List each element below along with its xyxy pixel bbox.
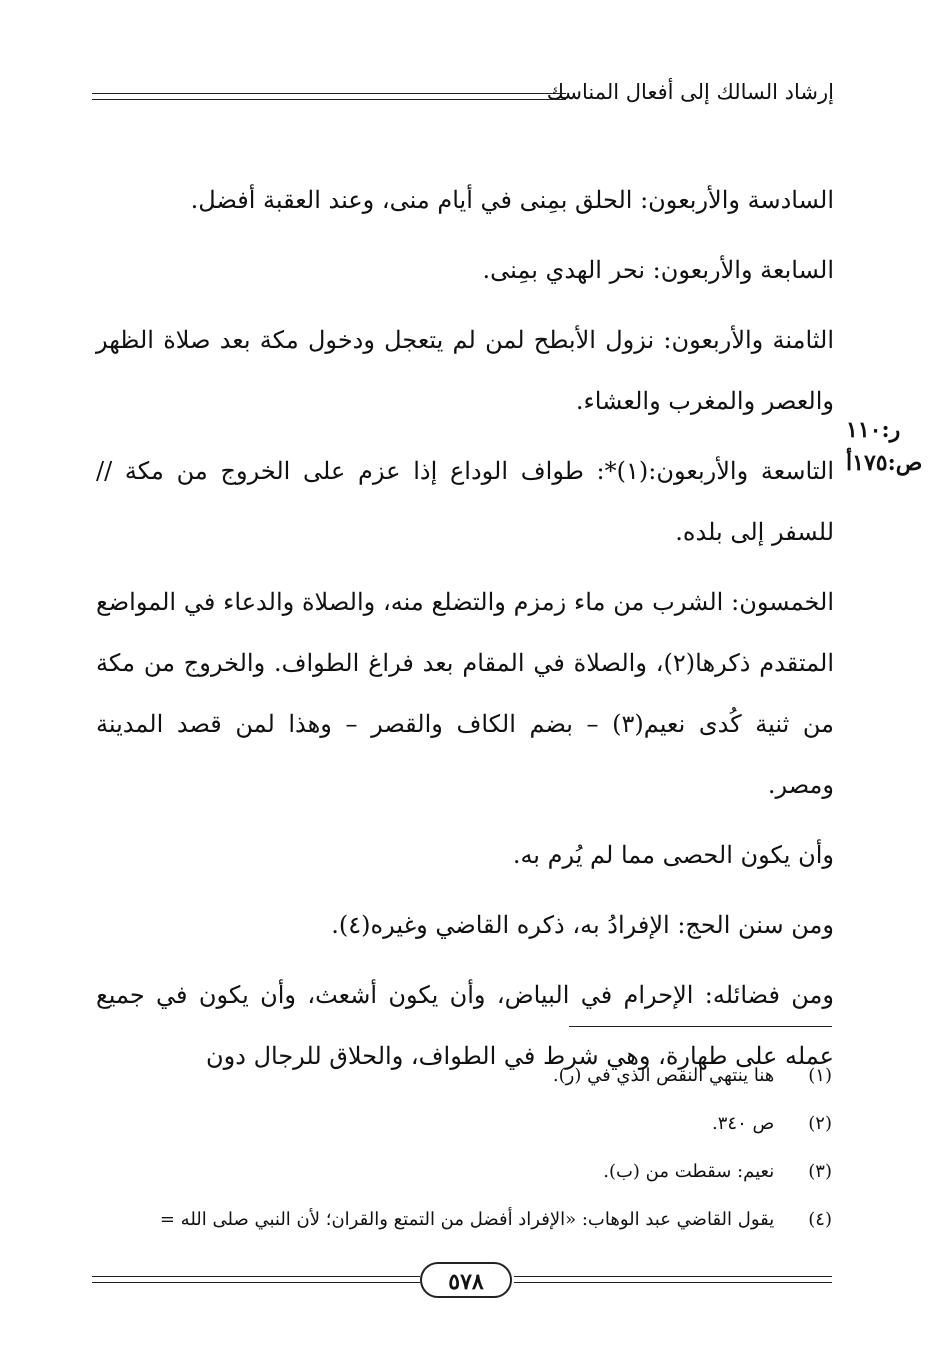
footnote-text: نعيم: سقطت من (ب). [603, 1161, 775, 1182]
footnote-text: يقول القاضي عبد الوهاب: «الإفراد أفضل من التمتع والقران؛ لأن النبي صلى الله = [159, 1209, 775, 1230]
margin-note-line-1: ر:١١٠ [846, 417, 901, 443]
paragraph-49: التاسعة والأربعون:(١)*: طواف الوداع إذا عزم على الخروج من مكة // للسفر إلى بلده. [96, 457, 835, 546]
footnote-4 [96, 1196, 832, 1244]
manuscript-margin-note [846, 414, 940, 480]
paragraph-48: الثامنة والأربعون: نزول الأبطح لمن لم يتعجل ودخول مكة بعد صلاة الظهر والعصر والمغرب والعشاء. [96, 326, 835, 415]
footer-rule [514, 1276, 832, 1277]
page-number: ٥٧٨ [420, 1262, 512, 1298]
footer-rule [92, 1276, 420, 1277]
header-rule-bottom [92, 99, 566, 100]
footnote-1 [96, 1052, 832, 1100]
running-header-title: إرشاد السالك إلى أفعال المناسك [546, 80, 834, 104]
footnote-text: ص ٣٤٠. [712, 1113, 775, 1134]
paragraph-fadail: ومن فضائله: الإحرام في البياض، وأن يكون أشعث، وأن يكون في جميع عمله على طهارة، وهي شرط في الطواف، والحلاق للرجال دون [96, 981, 834, 1070]
footnote-number: (٢) [808, 1113, 832, 1134]
paragraph-sunan: ومن سنن الحج: الإفرادُ به، ذكره القاضي وغيره(٤). [331, 911, 834, 939]
paragraph-50: الخمسون: الشرب من ماء زمزم والتضلع منه، والصلاة والدعاء في المواضع المتقدم ذكرها(٢)، والصلاة في المقام بعد فراغ الطواف. والخروج من مكة من ثنية كُدى نعيم(٣) – بضم الكاف والقصر – وهذا لمن قصد المدينة ومصر. [96, 588, 835, 799]
footnote-number: (١) [808, 1065, 832, 1086]
footnote-number: (٤) [808, 1209, 832, 1230]
margin-note-line-2: ص:١٧٥أ [846, 450, 923, 476]
footnote-separator [569, 1026, 832, 1027]
header-rule-top [92, 93, 566, 94]
footer-rule [514, 1282, 832, 1283]
paragraph-pebbles: وأن يكون الحصى مما لم يُرم به. [512, 841, 834, 869]
paragraph-47: السابعة والأربعون: نحر الهدي بمِنى. [482, 256, 834, 284]
footnote-text: هنا ينتهي النقص الذي في (ر). [552, 1065, 775, 1086]
footnotes [96, 1052, 832, 1244]
footnote-2 [96, 1100, 832, 1148]
footnote-number: (٣) [808, 1161, 832, 1182]
main-text [96, 170, 834, 1087]
footer-rule [92, 1282, 420, 1283]
footnote-3 [96, 1148, 832, 1196]
paragraph-46: السادسة والأربعون: الحلق بمِنى في أيام منى، وعند العقبة أفضل. [190, 186, 834, 214]
